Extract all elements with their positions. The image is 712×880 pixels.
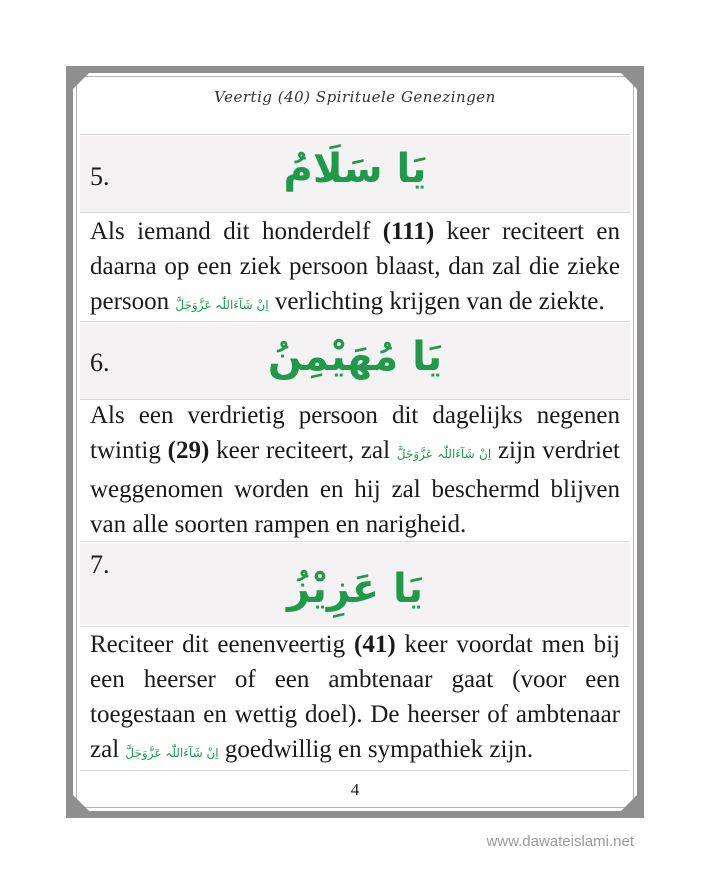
section-divider xyxy=(80,541,630,542)
page-number: 4 xyxy=(350,780,360,799)
footer-divider xyxy=(80,770,630,771)
section-paragraph: Als iemand dit honderdelf (111) keer reciteert en daarna op een ziek persoon blaast, dan zal die zieke persoon اِنْ شَآءَاللّٰہ عَزَّوَجَلَّ verlichting krijgen van de ziekte. xyxy=(90,218,620,315)
dua-inline-arabic: اِنْ شَآءَاللّٰہ عَزَّوَجَلَّ xyxy=(396,447,492,461)
corner-ornament-top-left xyxy=(73,73,89,89)
section-divider xyxy=(80,212,630,213)
section-paragraph: Reciteer dit eenenveertig (41) keer voordat men bij een heerser of een ambtenaar gaat (voor een toegestaan en wettig doel). De heerser of ambtenaar zal اِنْ شَآءَاللّٰہ عَزَّوَجَلَّ goedwillig en sympathiek zijn. xyxy=(90,631,620,763)
section-paragraph: Als een verdrietig persoon dit dagelijks negenen twintig (29) keer reciteert, zal اِنْ شَآءَاللّٰہ عَزَّوَجَلَّ zijn verdriet weggenomen worden en hij zal beschermd blijven van alle soorten rampen en narigheid. xyxy=(90,402,620,538)
recitation-count: (41) xyxy=(354,631,396,658)
running-header: Veertig (40) Spirituele Genezingen xyxy=(214,88,496,106)
recitation-count: (111) xyxy=(382,218,435,245)
recitation-count: (29) xyxy=(167,437,210,464)
dua-inline-arabic: اِنْ شَآءَاللّٰہ عَزَّوَجَلَّ xyxy=(125,746,219,760)
corner-ornament-top-right xyxy=(621,73,637,89)
section-divider xyxy=(80,321,630,322)
dua-inline-arabic: اِنْ شَآءَاللّٰہ عَزَّوَجَلَّ xyxy=(175,298,269,312)
footer-website-link[interactable]: www.dawateislami.net xyxy=(486,833,634,850)
section-number: 6. xyxy=(90,348,110,377)
divine-name-arabic: يَا عَزِيْزُ xyxy=(286,566,424,612)
section-number: 5. xyxy=(90,162,110,191)
section-number: 7. xyxy=(90,550,110,579)
divine-name-arabic: يَا سَلَامُ xyxy=(283,146,427,192)
divine-name-arabic: يَا مُهَيْمِنُ xyxy=(267,334,443,380)
header-divider xyxy=(80,134,630,135)
